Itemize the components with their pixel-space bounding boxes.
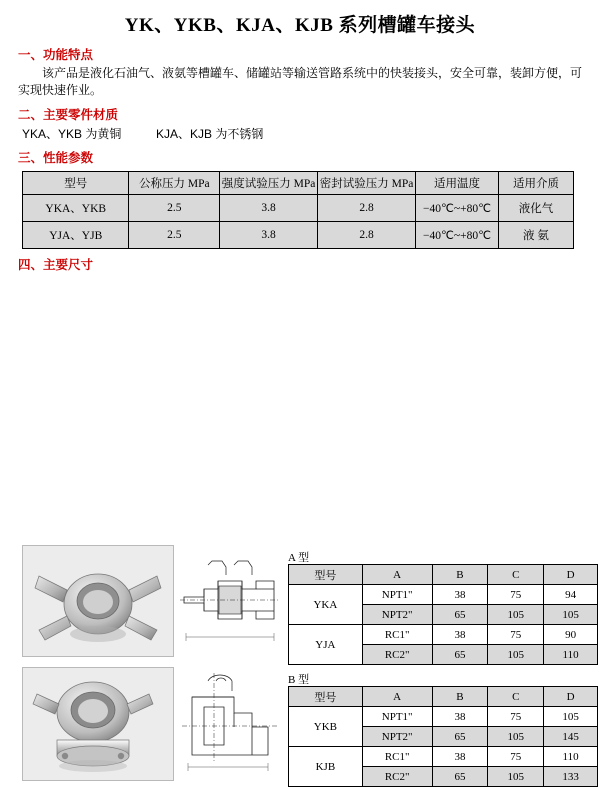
dim-a-col-d: D	[544, 565, 598, 585]
dim-a-cell-d: 110	[544, 645, 598, 665]
dim-b-cell-a: NPT2"	[362, 727, 432, 747]
dim-a-cell-model: YKA	[289, 585, 363, 625]
dim-a-cell-c: 75	[488, 625, 544, 645]
drawing-b-graphic	[178, 667, 282, 779]
dim-b-col-d: D	[544, 687, 598, 707]
technical-drawing-type-b	[178, 667, 282, 779]
perf-cell-nominal: 2.5	[129, 195, 220, 222]
dim-b-cell-c: 105	[488, 727, 544, 747]
perf-col-medium: 适用介质	[498, 172, 573, 195]
table-header-row	[23, 172, 574, 195]
dim-a-cell-a: NPT2"	[362, 605, 432, 625]
dim-b-col-model: 型号	[289, 687, 363, 707]
dim-b-cell-d: 133	[544, 767, 598, 787]
dim-a-col-b: B	[432, 565, 488, 585]
dim-a-cell-a: RC1"	[362, 625, 432, 645]
product-photo-type-a	[22, 545, 174, 657]
table-row	[289, 585, 598, 605]
table-row	[289, 707, 598, 727]
section-heading-performance: 三、性能参数	[18, 151, 94, 165]
dim-a-cell-b: 38	[432, 585, 488, 605]
dim-b-cell-b: 65	[432, 767, 488, 787]
table-row	[23, 195, 574, 222]
dim-b-cell-d: 145	[544, 727, 598, 747]
dim-b-col-b: B	[432, 687, 488, 707]
materials-line	[22, 125, 600, 142]
dim-a-cell-model: YJA	[289, 625, 363, 665]
performance-table-wrap	[22, 171, 600, 249]
dim-table-a-wrap	[288, 564, 598, 665]
dim-a-col-model: 型号	[289, 565, 363, 585]
table-row	[289, 747, 598, 767]
dim-a-cell-d: 105	[544, 605, 598, 625]
features-body-text: 该产品是液化石油气、液氨等槽罐车、储罐站等输送管路系统中的快装接头，安全可靠，装卸方便，可实现快速作业。	[18, 66, 583, 97]
perf-cell-temp: −40℃~+80℃	[416, 222, 499, 249]
perf-cell-strength: 3.8	[220, 222, 318, 249]
drawing-a-graphic	[178, 545, 282, 655]
perf-cell-seal: 2.8	[318, 222, 416, 249]
dim-b-cell-a: RC1"	[362, 747, 432, 767]
dim-a-cell-d: 94	[544, 585, 598, 605]
dim-a-cell-d: 90	[544, 625, 598, 645]
table-row	[23, 222, 574, 249]
perf-col-temperature: 适用温度	[416, 172, 499, 195]
dim-b-cell-model: KJB	[289, 747, 363, 787]
dim-b-cell-d: 110	[544, 747, 598, 767]
dim-b-cell-c: 75	[488, 707, 544, 727]
dim-table-b-label: B 型	[288, 674, 310, 686]
dim-b-cell-d: 105	[544, 707, 598, 727]
dim-a-cell-b: 65	[432, 645, 488, 665]
dim-a-cell-c: 105	[488, 605, 544, 625]
dim-a-col-c: C	[488, 565, 544, 585]
dim-b-cell-a: NPT1"	[362, 707, 432, 727]
perf-col-nominal-pressure: 公称压力 MPa	[129, 172, 220, 195]
dim-b-cell-c: 75	[488, 747, 544, 767]
perf-cell-medium: 液化气	[498, 195, 573, 222]
dim-b-cell-a: RC2"	[362, 767, 432, 787]
perf-cell-seal: 2.8	[318, 195, 416, 222]
section-heading-materials: 二、主要零件材质	[18, 108, 119, 122]
dim-b-cell-c: 105	[488, 767, 544, 787]
dim-a-cell-c: 105	[488, 645, 544, 665]
perf-col-strength-test-pressure: 强度试验压力 MPa	[220, 172, 318, 195]
materials-brass-text: YKA、YKB 为黄铜	[22, 127, 122, 141]
dim-a-cell-b: 38	[432, 625, 488, 645]
technical-drawing-type-a	[178, 545, 282, 655]
dim-table-a-label: A 型	[288, 552, 310, 564]
product-photo-type-b	[22, 667, 174, 781]
dim-b-cell-model: YKB	[289, 707, 363, 747]
dim-a-cell-c: 75	[488, 585, 544, 605]
photo-b-graphic	[23, 668, 173, 780]
performance-table	[22, 171, 574, 249]
perf-cell-temp: −40℃~+80℃	[416, 195, 499, 222]
perf-cell-nominal: 2.5	[129, 222, 220, 249]
materials-stainless-text: KJA、KJB 为不锈钢	[156, 127, 264, 141]
dim-b-cell-b: 65	[432, 727, 488, 747]
dim-a-cell-b: 65	[432, 605, 488, 625]
dim-b-col-a: A	[362, 687, 432, 707]
perf-cell-model: YJA、YJB	[23, 222, 129, 249]
dimension-table-b	[288, 686, 598, 787]
dim-a-col-a: A	[362, 565, 432, 585]
section-heading-features: 一、功能特点	[18, 48, 94, 62]
perf-cell-model: YKA、YKB	[23, 195, 129, 222]
dim-a-cell-a: NPT1"	[362, 585, 432, 605]
section-heading-dimensions: 四、主要尺寸	[18, 258, 94, 272]
perf-col-seal-test-pressure: 密封试验压力 MPa	[318, 172, 416, 195]
page-title: YK、YKB、KJA、KJB 系列槽罐车接头	[124, 15, 476, 36]
photo-a-graphic	[23, 546, 173, 656]
perf-cell-strength: 3.8	[220, 195, 318, 222]
perf-col-model: 型号	[23, 172, 129, 195]
table-header-row	[289, 687, 598, 707]
dim-a-cell-a: RC2"	[362, 645, 432, 665]
dim-b-cell-b: 38	[432, 707, 488, 727]
dimension-table-a	[288, 564, 598, 665]
perf-cell-medium: 液 氨	[498, 222, 573, 249]
dim-b-col-c: C	[488, 687, 544, 707]
dim-table-b-wrap	[288, 686, 598, 787]
dim-b-cell-b: 38	[432, 747, 488, 767]
table-row	[289, 625, 598, 645]
table-header-row	[289, 565, 598, 585]
